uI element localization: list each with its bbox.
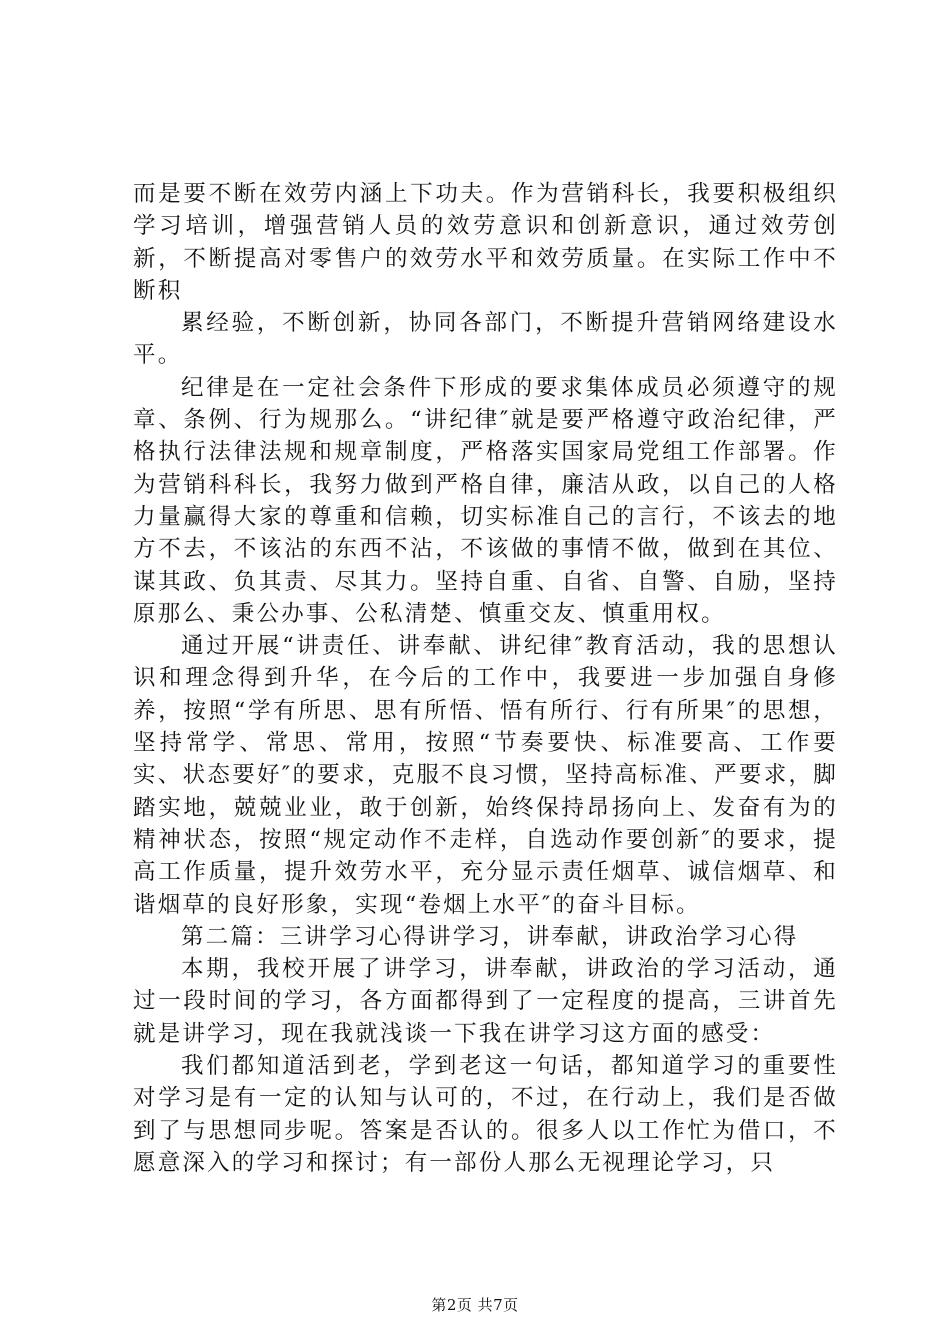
paragraph: 纪律是在一定社会条件下形成的要求集体成员必须遵守的规章、条例、行为规那么。“讲纪律″就是要严格遵守政治纪律，严格执行法律法规和规章制度，严格落实国家局党组工作部署。作为营销科科长，我努力做到严格自律，廉洁从政，以自己的人格力量赢得大家的尊重和信赖，切实标准自己的言行，不该去的地方不去，不该沾的东西不沾，不该做的事情不做，做到在其位、谋其政、负其责、尽其力。坚持自重、自省、自警、自励，坚持原那么、秉公办事、公私清楚、慎重交友、慎重用权。 [133,374,838,627]
paragraph: 累经验，不断创新，协同各部门，不断提升营销网络建设水平。 [133,310,838,369]
paragraph: 本期，我校开展了讲学习，讲奉献，讲政治的学习活动，通过一段时间的学习，各方面都得到了一定程度的提高，三讲首先就是讲学习，现在我就浅谈一下我在讲学习这方面的感受： [133,956,838,1047]
document-body [133,178,838,1179]
paragraph: 通过开展“讲责任、讲奉献、讲纪律″教育活动，我的思想认识和理念得到升华，在今后的工作中，我要进一步加强自身修养，按照“学有所思、思有所悟、悟有所行、行有所果″的思想，坚持常学、常思、常用，按照“节奏要快、标准要高、工作要实、状态要好″的要求，克服不良习惯，坚持高标准、严要求，脚踏实地，兢兢业业，敢于创新，始终保持昂扬向上、发奋有为的精神状态，按照“规定动作不走样，自选动作要创新″的要求，提高工作质量，提升效劳水平，充分显示责任烟草、诚信烟草、和谐烟草的良好形象，实现“卷烟上水平″的奋斗目标。 [133,633,838,918]
section-heading: 第二篇：三讲学习心得讲学习，讲奉献，讲政治学习心得 [181,923,799,950]
page-number-footer: 第2页 共7页 [431,1296,519,1314]
paragraph: 而是要不断在效劳内涵上下功夫。作为营销科长，我要积极组织学习培训，增强营销人员的效劳意识和创新意识，通过效劳创新，不断提高对零售户的效劳水平和效劳质量。在实际工作中不断积 [133,181,838,304]
paragraph: 我们都知道活到老，学到老这一句话，都知道学习的重要性对学习是有一定的认知与认可的，不过，在行动上，我们是否做到了与思想同步呢。答案是否认的。很多人以工作忙为借口，不愿意深入的学习和探讨；有一部份人那么无视理论学习，只 [133,1053,838,1176]
